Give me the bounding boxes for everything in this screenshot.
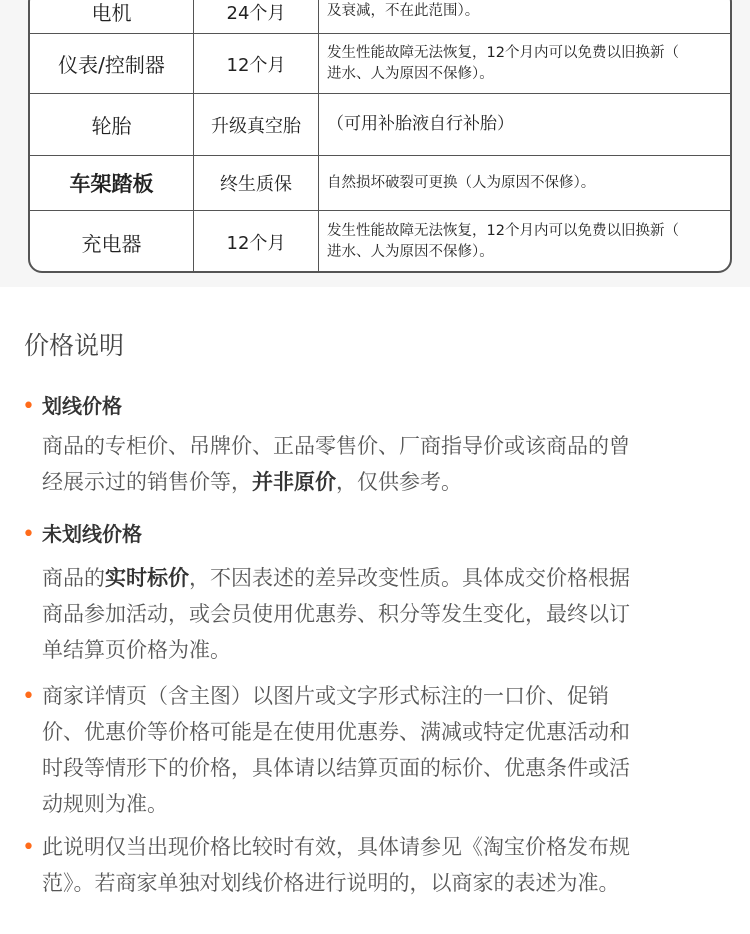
price-item-note [22, 829, 732, 905]
bullet-dot: • [22, 394, 35, 419]
body-line: 商品参加活动，或会员使用优惠券、积分等发生变化，最终以订 [42, 602, 630, 626]
warranty-desc-line: 进水、人为原因不保修）。 [327, 65, 494, 82]
warranty-period: 升级真空胎 [194, 94, 319, 155]
warranty-desc [319, 211, 730, 273]
body-line: 商品的专柜价、吊牌价、正品零售价、厂商指导价或该商品的曾 [42, 434, 630, 458]
price-item-body [42, 560, 732, 668]
body-line: 商家详情页（含主图）以图片或文字形式标注的一口价、促销 [42, 684, 609, 708]
bold-text: 实时标价 [105, 566, 189, 590]
table-row [30, 94, 730, 156]
warranty-desc: 自然损坏破裂可更换（人为原因不保修）。 [327, 174, 596, 191]
component-name: 车架踏板 [30, 156, 194, 210]
component-name: 电机 [30, 0, 194, 33]
warranty-period: 12个月 [194, 211, 319, 273]
bullet-dot: • [22, 522, 35, 547]
body-line: 时段等情形下的价格，具体请以结算页面的标价、优惠条件或活 [42, 756, 630, 780]
component-name: 仪表/控制器 [30, 34, 194, 93]
table-row [30, 0, 730, 34]
price-item-body [42, 428, 732, 500]
warranty-period: 24个月 [194, 0, 319, 33]
body-line: 单结算页价格为准。 [42, 638, 231, 662]
warranty-period: 12个月 [194, 34, 319, 93]
warranty-desc-line: 发生性能故障无法恢复，12个月内可以免费以旧换新（ [327, 44, 679, 61]
warranty-desc-line: 发生性能故障无法恢复，12个月内可以免费以旧换新（ [327, 223, 679, 239]
bullet-dot: • [22, 835, 35, 860]
price-item-body [42, 678, 732, 822]
component-name: 轮胎 [30, 94, 194, 155]
body-line: 动规则为准。 [42, 792, 168, 816]
body-line: 此说明仅当出现价格比较时有效，具体请参见《淘宝价格发布规 [42, 835, 630, 859]
warranty-desc [319, 34, 730, 93]
body-line: 价、优惠价等价格可能是在使用优惠券、满减或特定优惠活动和 [42, 720, 630, 744]
warranty-period: 终生质保 [194, 156, 319, 210]
table-row [30, 211, 730, 273]
body-line: 经展示过的销售价等，并非原价，仅供参考。 [42, 470, 462, 494]
price-item-title: 划线价格 [42, 394, 122, 418]
table-row [30, 156, 730, 211]
warranty-table-image [0, 0, 750, 287]
table-row [30, 34, 730, 94]
body-line: 商品的实时标价，不因表述的差异改变性质。具体成交价格根据 [42, 566, 630, 590]
body-line: 范》。若商家单独对划线价格进行说明的，以商家的表述为准。 [42, 871, 620, 895]
component-name: 充电器 [30, 211, 194, 273]
price-item-body [42, 829, 732, 901]
warranty-table [28, 0, 732, 273]
price-item-merchant [22, 678, 732, 828]
price-section-title: 价格说明 [24, 331, 125, 360]
warranty-desc: 及衰减，不在此范围）。 [327, 3, 480, 19]
bold-text: 并非原价 [252, 470, 336, 494]
price-item-title: 未划线价格 [42, 522, 142, 546]
bullet-dot: • [22, 684, 35, 709]
warranty-desc: （可用补胎液自行补胎） [327, 114, 514, 134]
price-item-unstruck [22, 518, 732, 664]
warranty-desc-line: 进水、人为原因不保修）。 [327, 244, 494, 260]
price-item-strikethrough [22, 390, 732, 500]
